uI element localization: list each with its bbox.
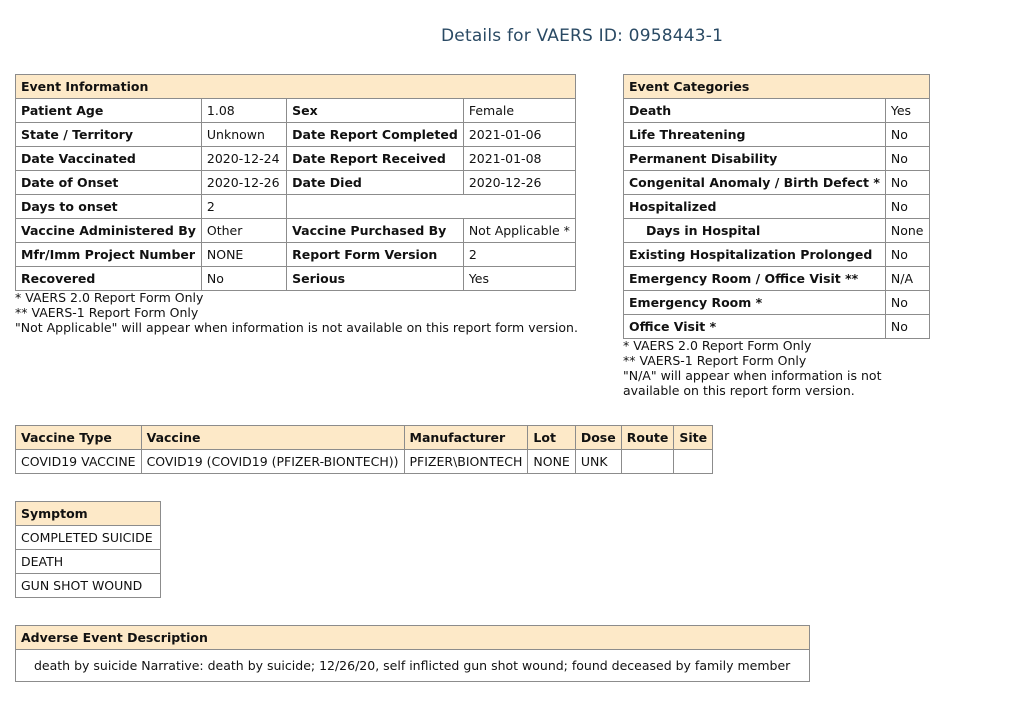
days-in-hospital-label: Days in Hospital bbox=[624, 219, 886, 243]
footnote: ** VAERS-1 Report Form Only bbox=[623, 353, 807, 368]
date-died-value: 2020-12-26 bbox=[463, 171, 575, 195]
adverse-event-header: Adverse Event Description bbox=[16, 626, 810, 650]
footnote: ** VAERS-1 Report Form Only bbox=[15, 305, 199, 320]
column-header-manufacturer: Manufacturer bbox=[404, 426, 528, 450]
vaccine-type-cell: COVID19 VACCINE bbox=[16, 450, 142, 474]
column-header-dose: Dose bbox=[575, 426, 621, 450]
days-in-hospital-value: None bbox=[885, 219, 929, 243]
office-visit-value: No bbox=[885, 315, 929, 339]
vaccine-administered-by-label: Vaccine Administered By bbox=[16, 219, 202, 243]
date-vaccinated-label: Date Vaccinated bbox=[16, 147, 202, 171]
table-row bbox=[16, 450, 713, 474]
footnote: "N/A" will appear when information is not available on this report form version. bbox=[623, 368, 882, 398]
date-report-completed-label: Date Report Completed bbox=[287, 123, 464, 147]
hospitalized-value: No bbox=[885, 195, 929, 219]
mfr-project-number-value: NONE bbox=[201, 243, 286, 267]
date-of-onset-label: Date of Onset bbox=[16, 171, 202, 195]
date-of-onset-value: 2020-12-26 bbox=[201, 171, 286, 195]
table-row bbox=[624, 171, 930, 195]
event-categories-header: Event Categories bbox=[624, 75, 930, 99]
page-title: Details for VAERS ID: 0958443-1 bbox=[441, 26, 724, 46]
emergency-room-value: No bbox=[885, 291, 929, 315]
column-header-route: Route bbox=[621, 426, 674, 450]
hospitalization-prolonged-value: No bbox=[885, 243, 929, 267]
serious-label: Serious bbox=[287, 267, 464, 291]
date-vaccinated-value: 2020-12-24 bbox=[201, 147, 286, 171]
footnote: "Not Applicable" will appear when information is not available on this report form version. bbox=[15, 320, 578, 335]
state-label: State / Territory bbox=[16, 123, 202, 147]
table-row bbox=[16, 123, 576, 147]
er-office-visit-label: Emergency Room / Office Visit ** bbox=[624, 267, 886, 291]
table-row bbox=[624, 291, 930, 315]
table-row bbox=[16, 243, 576, 267]
permanent-disability-label: Permanent Disability bbox=[624, 147, 886, 171]
table-row bbox=[624, 123, 930, 147]
congenital-anomaly-value: No bbox=[885, 171, 929, 195]
event-information-table bbox=[15, 74, 576, 291]
vaccine-table bbox=[15, 425, 713, 474]
adverse-event-table bbox=[15, 625, 810, 682]
footnote: * VAERS 2.0 Report Form Only bbox=[623, 338, 812, 353]
table-row bbox=[624, 195, 930, 219]
table-row bbox=[16, 171, 576, 195]
adverse-event-description: death by suicide Narrative: death by suicide; 12/26/20, self inflicted gun shot wound; found deceased by family member bbox=[16, 650, 810, 682]
footnote: * VAERS 2.0 Report Form Only bbox=[15, 290, 204, 305]
table-row bbox=[16, 147, 576, 171]
vaccine-purchased-by-value: Not Applicable * bbox=[463, 219, 575, 243]
symptom-cell: DEATH bbox=[16, 550, 161, 574]
route-cell bbox=[621, 450, 674, 474]
symptom-header: Symptom bbox=[16, 502, 161, 526]
state-value: Unknown bbox=[201, 123, 286, 147]
column-header-vaccine-type: Vaccine Type bbox=[16, 426, 142, 450]
report-form-version-value: 2 bbox=[463, 243, 575, 267]
vaccine-administered-by-value: Other bbox=[201, 219, 286, 243]
table-row bbox=[16, 219, 576, 243]
table-row bbox=[16, 267, 576, 291]
hospitalization-prolonged-label: Existing Hospitalization Prolonged bbox=[624, 243, 886, 267]
sex-label: Sex bbox=[287, 99, 464, 123]
days-to-onset-value: 2 bbox=[201, 195, 286, 219]
patient-age-value: 1.08 bbox=[201, 99, 286, 123]
table-row bbox=[624, 315, 930, 339]
symptom-cell: GUN SHOT WOUND bbox=[16, 574, 161, 598]
column-header-lot: Lot bbox=[528, 426, 575, 450]
report-form-version-label: Report Form Version bbox=[287, 243, 464, 267]
dose-cell: UNK bbox=[575, 450, 621, 474]
empty-cell bbox=[287, 195, 576, 219]
event-categories-notes bbox=[623, 338, 923, 398]
er-office-visit-value: N/A bbox=[885, 267, 929, 291]
date-report-received-label: Date Report Received bbox=[287, 147, 464, 171]
mfr-project-number-label: Mfr/Imm Project Number bbox=[16, 243, 202, 267]
site-cell bbox=[674, 450, 713, 474]
table-row bbox=[624, 243, 930, 267]
lot-cell: NONE bbox=[528, 450, 575, 474]
event-categories-table bbox=[623, 74, 930, 339]
emergency-room-label: Emergency Room * bbox=[624, 291, 886, 315]
days-to-onset-label: Days to onset bbox=[16, 195, 202, 219]
symptom-table bbox=[15, 501, 161, 598]
list-item bbox=[16, 526, 161, 550]
date-report-received-value: 2021-01-08 bbox=[463, 147, 575, 171]
hospitalized-label: Hospitalized bbox=[624, 195, 886, 219]
date-died-label: Date Died bbox=[287, 171, 464, 195]
death-label: Death bbox=[624, 99, 886, 123]
column-header-site: Site bbox=[674, 426, 713, 450]
office-visit-label: Office Visit * bbox=[624, 315, 886, 339]
manufacturer-cell: PFIZER\BIONTECH bbox=[404, 450, 528, 474]
recovered-value: No bbox=[201, 267, 286, 291]
life-threatening-value: No bbox=[885, 123, 929, 147]
recovered-label: Recovered bbox=[16, 267, 202, 291]
list-item bbox=[16, 574, 161, 598]
patient-age-label: Patient Age bbox=[16, 99, 202, 123]
table-row bbox=[624, 99, 930, 123]
table-row bbox=[16, 195, 576, 219]
date-report-completed-value: 2021-01-06 bbox=[463, 123, 575, 147]
column-header-vaccine: Vaccine bbox=[141, 426, 404, 450]
serious-value: Yes bbox=[463, 267, 575, 291]
sex-value: Female bbox=[463, 99, 575, 123]
life-threatening-label: Life Threatening bbox=[624, 123, 886, 147]
table-row bbox=[624, 147, 930, 171]
permanent-disability-value: No bbox=[885, 147, 929, 171]
event-information-header: Event Information bbox=[16, 75, 576, 99]
vaccine-purchased-by-label: Vaccine Purchased By bbox=[287, 219, 464, 243]
event-information-notes bbox=[15, 290, 578, 335]
death-value: Yes bbox=[885, 99, 929, 123]
symptom-cell: COMPLETED SUICIDE bbox=[16, 526, 161, 550]
list-item bbox=[16, 550, 161, 574]
table-row bbox=[16, 99, 576, 123]
congenital-anomaly-label: Congenital Anomaly / Birth Defect * bbox=[624, 171, 886, 195]
table-row bbox=[624, 219, 930, 243]
vaccine-cell: COVID19 (COVID19 (PFIZER-BIONTECH)) bbox=[141, 450, 404, 474]
table-row bbox=[624, 267, 930, 291]
